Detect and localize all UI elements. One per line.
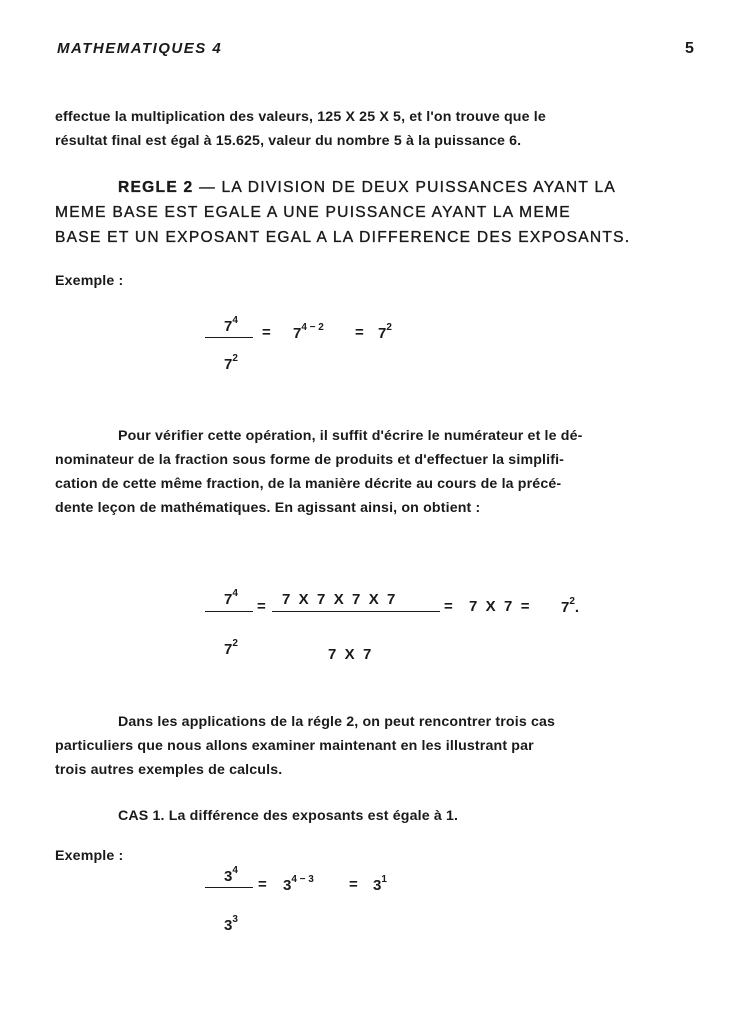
example3-num-exp: 4 bbox=[232, 865, 238, 876]
example2-den-base: 7 bbox=[224, 641, 233, 658]
example2-fraction-bar-2 bbox=[272, 611, 440, 612]
example1-r1-base: 7 bbox=[293, 325, 302, 342]
example2-den-exp: 2 bbox=[232, 638, 238, 649]
example3-result-2 bbox=[373, 876, 387, 894]
example2-equals-1: = bbox=[257, 598, 266, 615]
example1-label: Exemple : bbox=[55, 273, 124, 289]
rule2-line-2: MEME BASE EST EGALE A UNE PUISSANCE AYANT LA MEME bbox=[55, 204, 571, 221]
example3-result-1 bbox=[283, 876, 314, 894]
example2-res-base: 7 bbox=[561, 599, 570, 616]
example3-den-base: 3 bbox=[224, 917, 233, 934]
example2-result-product: 7 X 7 = bbox=[469, 598, 530, 615]
rule2-line-1-text: — LA DIVISION DE DEUX PUISSANCES AYANT LA bbox=[193, 179, 617, 196]
example3-numerator bbox=[224, 867, 238, 885]
example1-fraction-bar bbox=[205, 337, 253, 338]
example2-num-base: 7 bbox=[224, 591, 233, 608]
example1-numerator bbox=[224, 317, 238, 335]
example2-result-power bbox=[561, 598, 579, 616]
example3-den-exp: 3 bbox=[232, 914, 238, 925]
example1-den-base: 7 bbox=[224, 356, 233, 373]
page-number: 5 bbox=[685, 40, 694, 57]
example1-num-base: 7 bbox=[224, 318, 233, 335]
verify-line-2: nominateur de la fraction sous forme de produits et d'effectuer la simplifi- bbox=[55, 452, 565, 468]
verify-line-4: dente leçon de mathématiques. En agissant ainsi, on obtient : bbox=[55, 500, 481, 516]
intro-line-2: résultat final est égal à 15.625, valeur du nombre 5 à la puissance 6. bbox=[55, 133, 522, 149]
case1-title: CAS 1. La différence des exposants est égale à 1. bbox=[118, 808, 459, 824]
example1-denominator bbox=[224, 355, 238, 373]
example1-result-2 bbox=[378, 324, 392, 342]
example1-r1-exp: 4 − 2 bbox=[301, 322, 324, 333]
intro-line-1: effectue la multiplication des valeurs, 125 X 25 X 5, et l'on trouve que le bbox=[55, 109, 546, 125]
example3-r2-exp: 1 bbox=[381, 874, 387, 885]
example3-r2-base: 3 bbox=[373, 877, 382, 894]
example2-numerator bbox=[224, 590, 238, 608]
example3-fraction-bar bbox=[205, 887, 253, 888]
example2-equals-2: = bbox=[444, 598, 453, 615]
applications-line-2: particuliers que nous allons examiner maintenant en les illustrant par bbox=[55, 738, 534, 754]
example3-equals-1: = bbox=[258, 876, 267, 893]
example2-product-denominator: 7 X 7 bbox=[328, 646, 372, 663]
example1-result-1 bbox=[293, 324, 324, 342]
example3-label: Exemple : bbox=[55, 848, 124, 864]
example1-r2-exp: 2 bbox=[386, 322, 392, 333]
example2-denominator bbox=[224, 640, 238, 658]
example3-denominator bbox=[224, 916, 238, 934]
example3-equals-2: = bbox=[349, 876, 358, 893]
example2-num-exp: 4 bbox=[232, 588, 238, 599]
example3-r1-exp: 4 − 3 bbox=[291, 874, 314, 885]
verify-line-3: cation de cette même fraction, de la manière décrite au cours de la précé- bbox=[55, 476, 562, 492]
applications-line-3: trois autres exemples de calculs. bbox=[55, 762, 283, 778]
running-header-title: MATHEMATIQUES 4 bbox=[57, 40, 223, 57]
rule2-label: REGLE 2 bbox=[118, 179, 194, 196]
verify-line-1: Pour vérifier cette opération, il suffit d'écrire le numérateur et le dé- bbox=[118, 428, 583, 444]
example1-num-exp: 4 bbox=[232, 315, 238, 326]
example2-res-exp: 2 bbox=[569, 596, 575, 607]
example1-den-exp: 2 bbox=[232, 353, 238, 364]
example1-equals-2: = bbox=[355, 324, 364, 341]
rule2-line-1 bbox=[118, 179, 616, 197]
example3-num-base: 3 bbox=[224, 868, 233, 885]
example1-r2-base: 7 bbox=[378, 325, 387, 342]
example3-r1-base: 3 bbox=[283, 877, 292, 894]
applications-line-1: Dans les applications de la régle 2, on peut rencontrer trois cas bbox=[118, 714, 556, 730]
example2-product-numerator: 7 X 7 X 7 X 7 bbox=[282, 591, 396, 608]
example2-period: . bbox=[574, 599, 580, 616]
rule2-line-3: BASE ET UN EXPOSANT EGAL A LA DIFFERENCE DES EXPOSANTS. bbox=[55, 229, 631, 246]
example2-fraction-bar-1 bbox=[205, 611, 253, 612]
example1-equals-1: = bbox=[262, 324, 271, 341]
